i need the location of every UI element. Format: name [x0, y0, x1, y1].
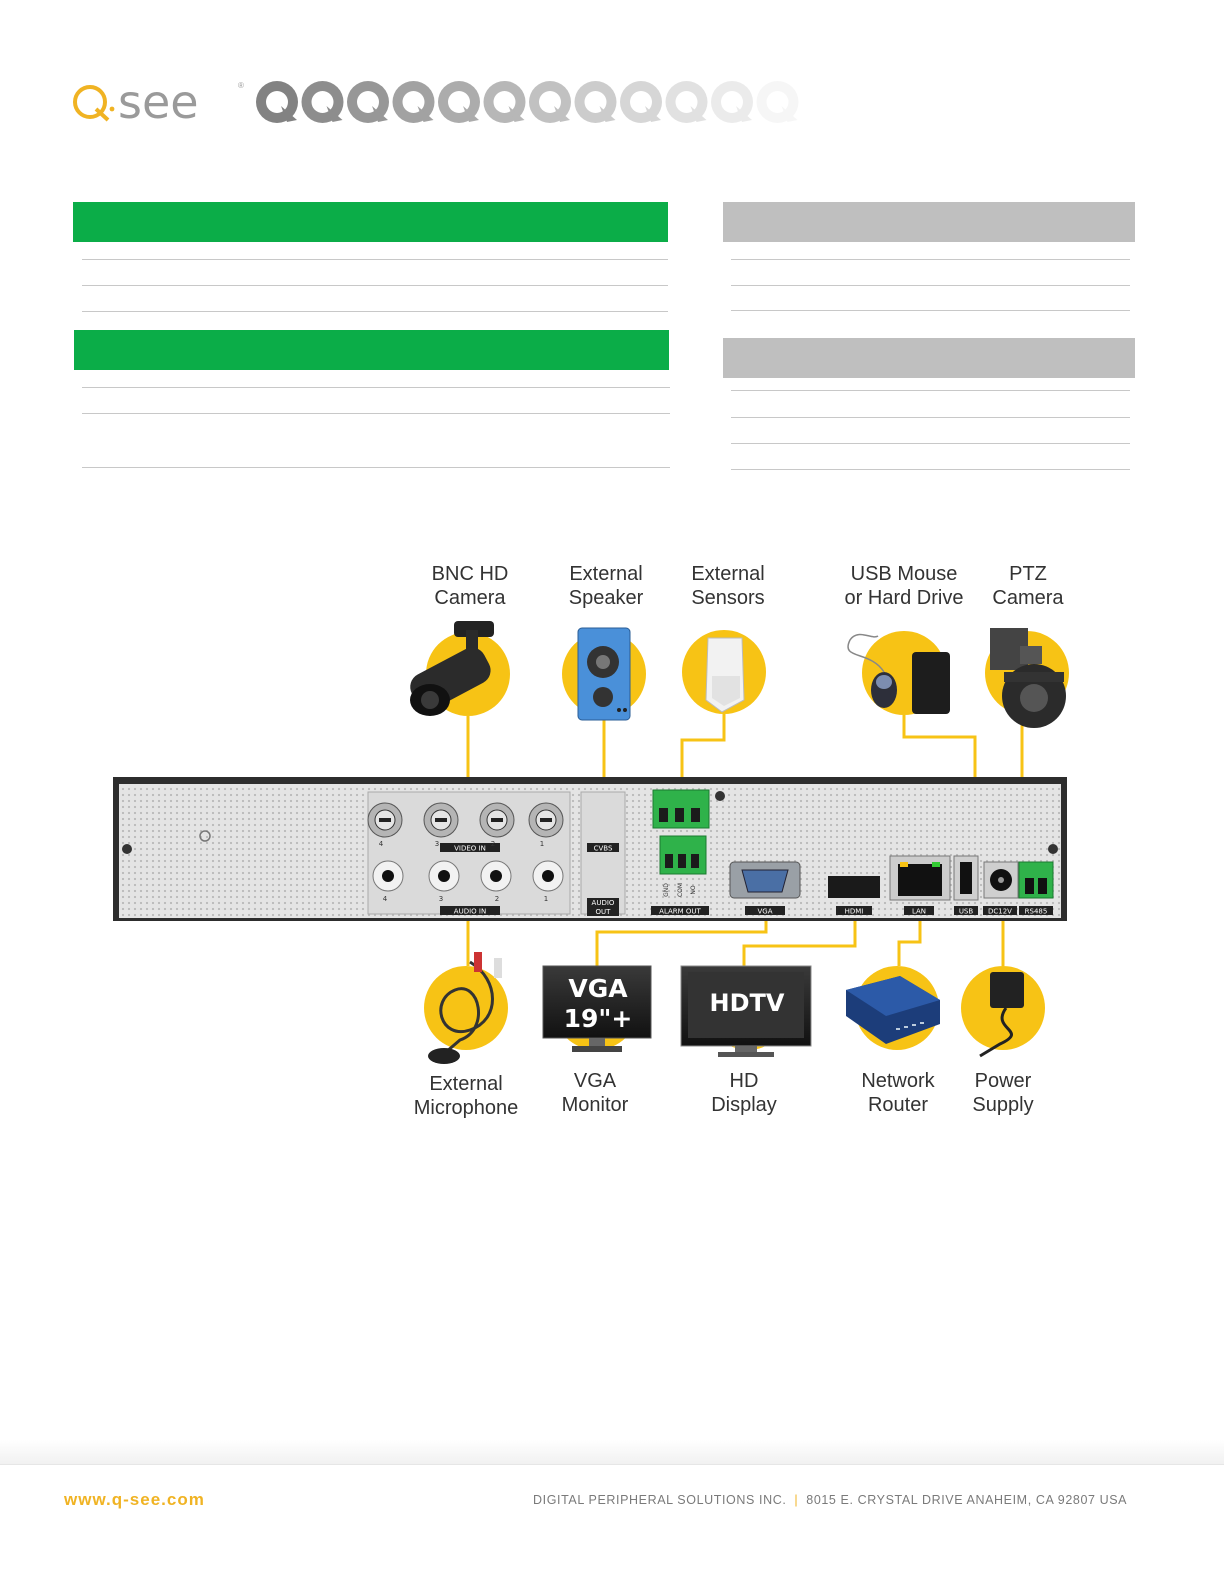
audio-channel-number: 3	[438, 895, 444, 903]
usb-port-label: USB	[958, 907, 974, 916]
footer-separator: |	[794, 1493, 799, 1507]
label-vga-monitor: VGA Monitor	[561, 1070, 629, 1116]
bnc-connector	[368, 803, 402, 837]
rca-connector	[481, 861, 511, 891]
audio-out-label-1: AUDIO	[591, 899, 615, 907]
label-external-microphone: External Microphone	[413, 1073, 519, 1119]
speaker-icon	[578, 628, 630, 720]
motion-sensor-icon	[706, 638, 744, 712]
label-external-speaker: External Speaker	[568, 563, 644, 609]
rs485-port-label: RS485	[1024, 907, 1048, 916]
footer-street-address: 8015 E. CRYSTAL DRIVE ANAHEIM, CA 92807 USA	[806, 1493, 1128, 1507]
audio-out-label-2: OUT	[595, 908, 611, 916]
footer-divider	[0, 1464, 1224, 1465]
label-power-supply: Power Supply	[972, 1070, 1034, 1116]
label-ptz-camera: PTZ Camera	[992, 563, 1064, 609]
rca-connector	[533, 861, 563, 891]
dc12v-port-label: DC12V	[988, 907, 1012, 916]
bnc-connector	[529, 803, 563, 837]
footer-band	[0, 1440, 1224, 1464]
alarm-pin-label: NO	[690, 885, 697, 895]
bnc-connector	[424, 803, 458, 837]
audio-channel-number: 1	[543, 895, 549, 903]
label-network-router: Network Router	[861, 1070, 935, 1116]
audio-channel-number: 4	[382, 895, 388, 903]
video-channel-number: 1	[539, 840, 545, 848]
label-hd-display: HD Display	[711, 1070, 777, 1116]
rca-connector	[373, 861, 403, 891]
rca-connector	[429, 861, 459, 891]
label-usb-mouse: USB Mouse or Hard Drive	[844, 563, 964, 609]
hdtv-screen-text: HDTV	[709, 989, 785, 1017]
audio-in-label: AUDIO IN	[453, 907, 487, 916]
alarm-out-label: ALARM OUT	[659, 907, 701, 916]
video-channel-number: 3	[434, 840, 440, 848]
audio-channel-number: 2	[494, 895, 500, 903]
svg-text:®: ®	[238, 81, 244, 90]
alarm-pin-label: GND	[663, 883, 670, 897]
footer-company: DIGITAL PERIPHERAL SOLUTIONS INC.	[533, 1493, 787, 1507]
footer-website-link[interactable]: www.q-see.com	[64, 1490, 205, 1509]
alarm-pin-label: COM	[677, 882, 684, 898]
vga-screen-text-1: VGA	[568, 974, 628, 1003]
lan-port-label: LAN	[911, 907, 927, 916]
video-channel-number: 4	[378, 840, 384, 848]
bnc-connector	[480, 803, 514, 837]
label-external-sensors: External Sensors	[691, 563, 765, 609]
video-in-label: VIDEO IN	[454, 844, 486, 853]
cvbs-label: CVBS	[593, 844, 613, 853]
svg-text:see: see	[118, 76, 199, 128]
hdmi-port-label: HDMI	[844, 907, 864, 916]
vga-screen-text-2: 19"+	[563, 1004, 633, 1033]
label-bnc-hd-camera: BNC HD Camera	[431, 563, 509, 609]
vga-port-label: VGA	[757, 907, 773, 916]
video-channel-number: 2	[490, 840, 496, 848]
footer-address	[533, 1493, 1127, 1507]
